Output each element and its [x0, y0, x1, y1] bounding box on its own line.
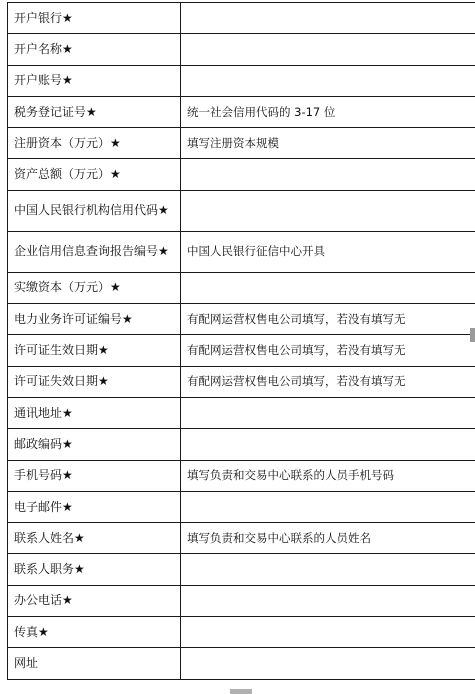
table-row	[8, 304, 475, 335]
field-label: 电子邮件★	[8, 491, 181, 522]
table-row	[8, 231, 475, 272]
field-value[interactable]: 填写注册资本规模	[181, 128, 475, 159]
field-value[interactable]	[181, 617, 475, 648]
scroll-marker	[470, 328, 475, 342]
field-label: 通讯地址★	[8, 397, 181, 428]
field-value[interactable]: 有配网运营权售电公司填写，若没有填写无	[181, 366, 475, 397]
field-label: 注册资本（万元）★	[8, 128, 181, 159]
field-label: 电力业务许可证编号★	[8, 304, 181, 335]
field-value[interactable]	[181, 554, 475, 585]
table-row	[8, 648, 475, 679]
table-row	[8, 429, 475, 460]
field-label: 办公电话★	[8, 585, 181, 616]
field-value[interactable]	[181, 648, 475, 679]
table-row	[8, 65, 475, 96]
field-label: 手机号码★	[8, 460, 181, 491]
field-label: 联系人职务★	[8, 554, 181, 585]
table-row	[8, 96, 475, 127]
table-row	[8, 3, 475, 34]
table-row	[8, 190, 475, 231]
field-value[interactable]: 填写负责和交易中心联系的人员手机号码	[181, 460, 475, 491]
table-row	[8, 34, 475, 65]
field-value[interactable]	[181, 272, 475, 303]
field-value[interactable]	[181, 34, 475, 65]
registration-form-table	[7, 2, 475, 680]
table-row	[8, 272, 475, 303]
field-value[interactable]	[181, 491, 475, 522]
field-label: 传真★	[8, 617, 181, 648]
field-value[interactable]	[181, 65, 475, 96]
field-label: 企业信用信息查询报告编号★	[8, 231, 181, 272]
field-label: 许可证失效日期★	[8, 366, 181, 397]
table-row	[8, 335, 475, 366]
field-label: 实缴资本（万元）★	[8, 272, 181, 303]
table-row	[8, 366, 475, 397]
field-label: 税务登记证号★	[8, 96, 181, 127]
table-row	[8, 460, 475, 491]
field-value[interactable]	[181, 585, 475, 616]
table-row	[8, 617, 475, 648]
table-row	[8, 491, 475, 522]
field-value[interactable]	[181, 159, 475, 190]
field-label: 开户银行★	[8, 3, 181, 34]
table-row	[8, 397, 475, 428]
field-value[interactable]: 统一社会信用代码的 3-17 位	[181, 96, 475, 127]
table-row	[8, 585, 475, 616]
field-label: 中国人民银行机构信用代码★	[8, 190, 181, 231]
field-value[interactable]	[181, 3, 475, 34]
field-value[interactable]	[181, 397, 475, 428]
field-label: 开户名称★	[8, 34, 181, 65]
field-label: 网址	[8, 648, 181, 679]
table-row	[8, 128, 475, 159]
field-value[interactable]: 有配网运营权售电公司填写，若没有填写无	[181, 304, 475, 335]
field-label: 邮政编码★	[8, 429, 181, 460]
field-value[interactable]: 中国人民银行征信中心开具	[181, 231, 475, 272]
field-label: 开户账号★	[8, 65, 181, 96]
field-value[interactable]: 有配网运营权售电公司填写，若没有填写无	[181, 335, 475, 366]
table-row	[8, 554, 475, 585]
field-value[interactable]: 填写负责和交易中心联系的人员姓名	[181, 523, 475, 554]
field-value[interactable]	[181, 190, 475, 231]
page-break-marker	[230, 689, 252, 694]
table-row	[8, 159, 475, 190]
field-value[interactable]	[181, 429, 475, 460]
field-label: 联系人姓名★	[8, 523, 181, 554]
table-row	[8, 523, 475, 554]
field-label: 许可证生效日期★	[8, 335, 181, 366]
field-label: 资产总额（万元）★	[8, 159, 181, 190]
